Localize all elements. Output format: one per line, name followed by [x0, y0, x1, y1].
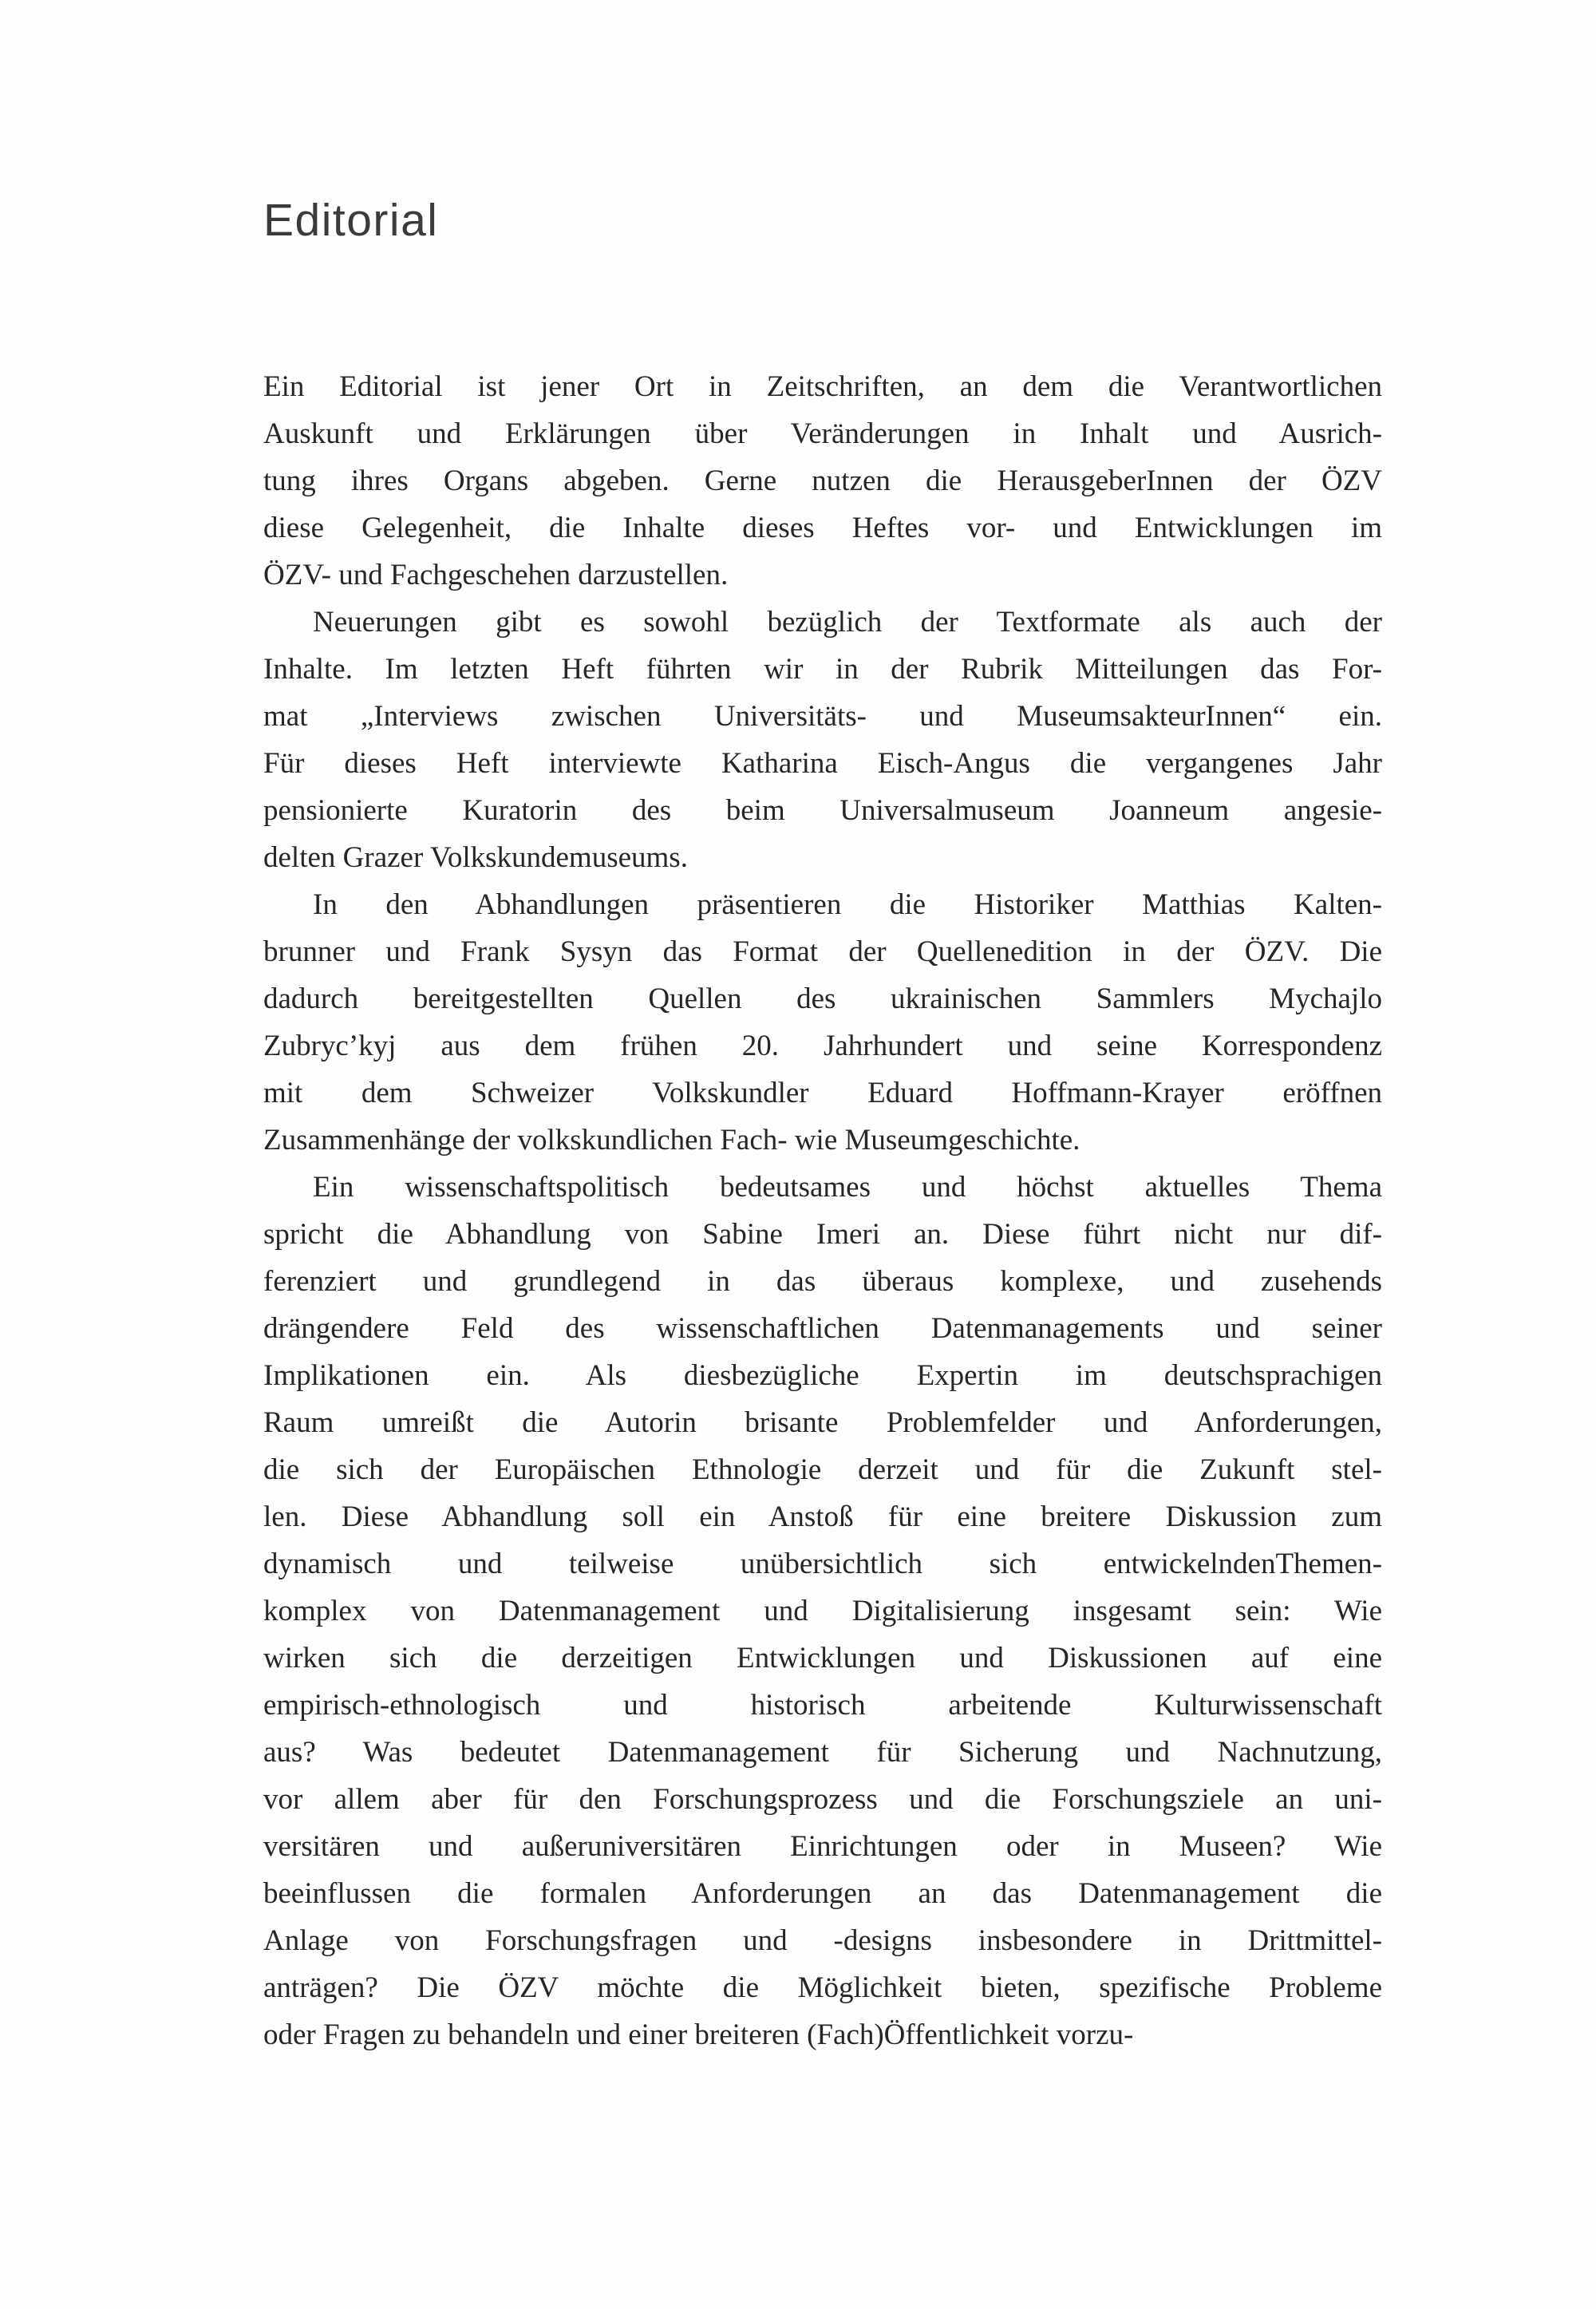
paragraph-4 [263, 1164, 1382, 2058]
text-line: Implikationen ein. Als diesbezügliche Expertin im deutschsprachigen [263, 1359, 1382, 1392]
text-line: Ein Editorial ist jener Ort in Zeitschriften, an dem die Verantwortlichen [263, 370, 1382, 403]
text-line: die sich der Europäischen Ethnologie derzeit und für die Zukunft stel- [263, 1453, 1382, 1486]
text-line: mat „Interviews zwischen Universitäts- und MuseumsakteurInnen“ ein. [263, 700, 1382, 733]
text-line: spricht die Abhandlung von Sabine Imeri an. Diese führt nicht nur dif- [263, 1218, 1382, 1251]
text-line: dynamisch und teilweise unübersichtlich sich entwickelndenThemen- [263, 1548, 1382, 1580]
text-line: mit dem Schweizer Volkskundler Eduard Hoffmann-Krayer eröffnen [263, 1077, 1382, 1109]
text-line: vor allem aber für den Forschungsprozess und die Forschungsziele an uni- [263, 1783, 1382, 1816]
text-line: Ein wissenschaftspolitisch bedeutsames und höchst aktuelles Thema [313, 1171, 1382, 1204]
text-line: diese Gelegenheit, die Inhalte dieses Heftes vor- und Entwicklungen im [263, 512, 1382, 544]
text-column [263, 0, 1382, 2058]
text-line: tung ihres Organs abgeben. Gerne nutzen die HerausgeberInnen der ÖZV [263, 465, 1382, 497]
page-title: Editorial [263, 195, 439, 246]
text-line: len. Diese Abhandlung soll ein Anstoß für eine breitere Diskussion zum [263, 1500, 1382, 1533]
text-line: Anlage von Forschungsfragen und -designs insbesondere in Drittmittel- [263, 1924, 1382, 1957]
text-line: Neuerungen gibt es sowohl bezüglich der Textformate als auch der [313, 606, 1382, 639]
text-line: ÖZV- und Fachgeschehen darzustellen. [263, 559, 729, 591]
text-line: wirken sich die derzeitigen Entwicklungen und Diskussionen auf eine [263, 1642, 1382, 1674]
text-line: delten Grazer Volkskundemuseums. [263, 841, 688, 874]
text-line: beeinflussen die formalen Anforderungen an das Datenmanagement die [263, 1877, 1382, 1910]
paragraph-2 [263, 599, 1382, 881]
text-line: Inhalte. Im letzten Heft führten wir in der Rubrik Mitteilungen das For- [263, 653, 1382, 686]
text-line: In den Abhandlungen präsentieren die Historiker Matthias Kalten- [313, 888, 1382, 921]
text-line: brunner und Frank Sysyn das Format der Quellenedition in der ÖZV. Die [263, 935, 1382, 968]
body-text [263, 363, 1382, 2058]
text-line: oder Fragen zu behandeln und einer breiteren (Fach)Öffentlichkeit vorzu- [263, 2018, 1134, 2051]
text-line: versitären und außeruniversitären Einrichtungen oder in Museen? Wie [263, 1830, 1382, 1863]
text-line: komplex von Datenmanagement und Digitalisierung insgesamt sein: Wie [263, 1595, 1382, 1627]
text-line: ferenziert und grundlegend in das überaus komplexe, und zusehends [263, 1265, 1382, 1298]
text-line: dadurch bereitgestellten Quellen des ukrainischen Sammlers Mychajlo [263, 983, 1382, 1015]
paragraph-3 [263, 881, 1382, 1164]
text-line: empirisch-ethnologisch und historisch arbeitende Kulturwissenschaft [263, 1689, 1382, 1722]
text-line: Zusammenhänge der volkskundlichen Fach- wie Museumgeschichte. [263, 1124, 1080, 1156]
text-line: pensionierte Kuratorin des beim Universalmuseum Joanneum angesie- [263, 794, 1382, 827]
text-line: Auskunft und Erklärungen über Veränderungen in Inhalt und Ausrich- [263, 417, 1382, 450]
text-line: Für dieses Heft interviewte Katharina Eisch-Angus die vergangenes Jahr [263, 747, 1382, 780]
text-line: Raum umreißt die Autorin brisante Problemfelder und Anforderungen, [263, 1406, 1382, 1439]
text-line: drängendere Feld des wissenschaftlichen Datenmanagements und seiner [263, 1312, 1382, 1345]
text-line: anträgen? Die ÖZV möchte die Möglichkeit bieten, spezifische Probleme [263, 1971, 1382, 2004]
paragraph-1 [263, 363, 1382, 599]
text-line: aus? Was bedeutet Datenmanagement für Sicherung und Nachnutzung, [263, 1736, 1382, 1769]
text-line: Zubryc’kyj aus dem frühen 20. Jahrhundert und seine Korrespondenz [263, 1030, 1382, 1062]
